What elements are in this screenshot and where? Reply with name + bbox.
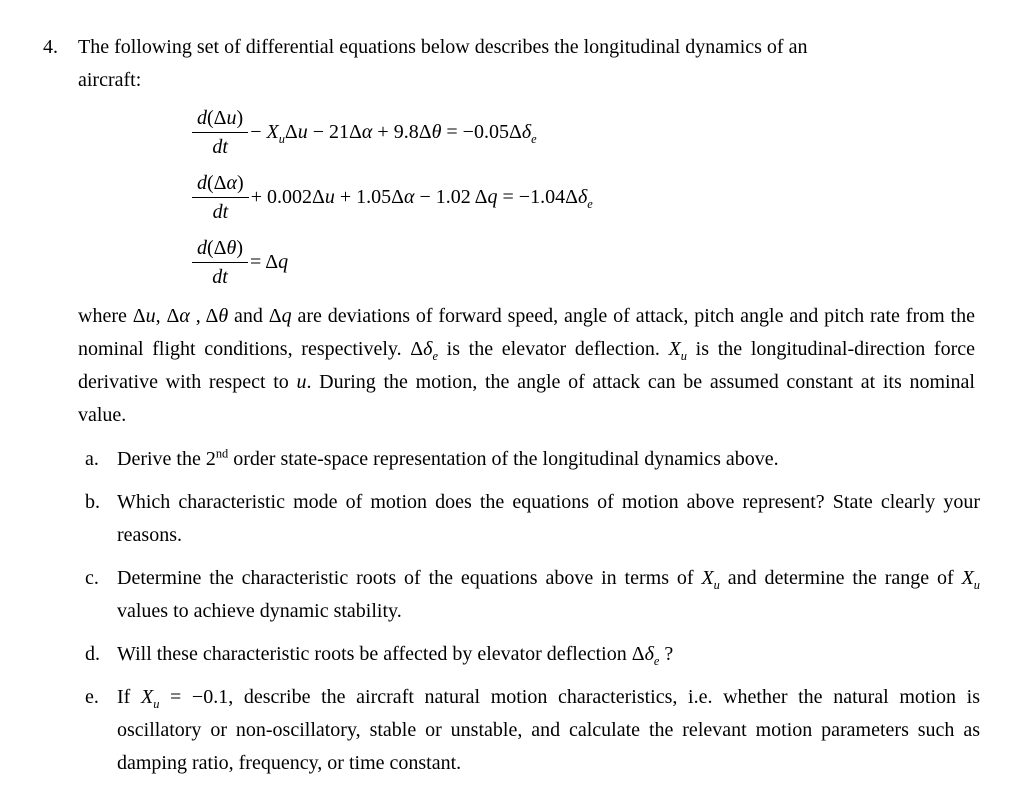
equation-1 xyxy=(192,104,980,160)
part-label: b. xyxy=(85,491,100,513)
part-label: e. xyxy=(85,686,99,708)
equation-3 xyxy=(192,234,980,290)
equation-block xyxy=(192,104,980,290)
equation-terms: + 0.002Δu + 1.05Δα − 1.02 $\Delta q = -1.04\Delta\delta_e$ xyxy=(250,185,593,211)
fraction-denominator: dt xyxy=(212,265,228,288)
fraction-numerator: d(Δθ) xyxy=(192,236,248,263)
part-label: a. xyxy=(85,448,99,470)
fraction xyxy=(192,236,248,289)
part-text: Which characteristic mode of motion does the equations of motion above represent? State clearly your reasons. xyxy=(117,491,980,546)
part-e xyxy=(85,681,980,780)
part-d xyxy=(85,638,980,671)
part-c xyxy=(85,562,980,628)
part-a xyxy=(85,443,980,476)
equation-terms: − $X_u\Delta u - 21\Delta\alpha + 9.8\Delta\theta = -0.05\Delta\delta_e$ xyxy=(250,120,537,146)
problem-statement: The following set of differential equations below describes the longitudinal dynamics of an aircraft: xyxy=(78,36,808,91)
equation-terms: = Δq xyxy=(250,250,289,273)
problem-number: 4. xyxy=(43,36,58,58)
fraction xyxy=(192,171,249,224)
description-paragraph: where Δu, Δα , Δθ and Δq are deviations of forward speed, angle of attack, pitch angle and pitch rate from the nominal flight conditions, respectively. $\Delta\delta_e$ is the elevator deflection. $X_u$ is the longitudinal-direction force derivative with respect to u. During the motion, the angle of attack can be assumed constant at its nominal value. xyxy=(78,305,976,426)
equation-2 xyxy=(192,169,980,225)
part-text: Will these characteristic roots be affected by elevator deflection $\Delta\delta_e$ ? xyxy=(117,643,674,668)
part-label: d. xyxy=(85,643,100,665)
fraction-numerator: d(Δu) xyxy=(192,106,248,133)
question-parts xyxy=(85,443,980,780)
part-b xyxy=(85,486,980,552)
part-label: c. xyxy=(85,567,99,589)
fraction-numerator: d(Δα) xyxy=(192,171,249,198)
part-text: Determine the characteristic roots of the equations above in terms of $X_u$ and determine the range of $X_u$ values to achieve dynamic stability. xyxy=(117,567,980,622)
problem-heading xyxy=(43,31,980,97)
fraction-denominator: dt xyxy=(212,135,228,158)
part-text: If $X_u = -0.1$, describe the aircraft natural motion characteristics, i.e. whether the natural motion is oscillatory or non-oscillatory, stable or unstable, and calculate the relevant motion parameters such as damping ratio, frequency, or time constant. xyxy=(117,686,980,774)
part-text: Derive the 2nd order state-space representation of the longitudinal dynamics above. xyxy=(117,446,779,470)
fraction xyxy=(192,106,248,159)
fraction-denominator: dt xyxy=(212,200,229,223)
